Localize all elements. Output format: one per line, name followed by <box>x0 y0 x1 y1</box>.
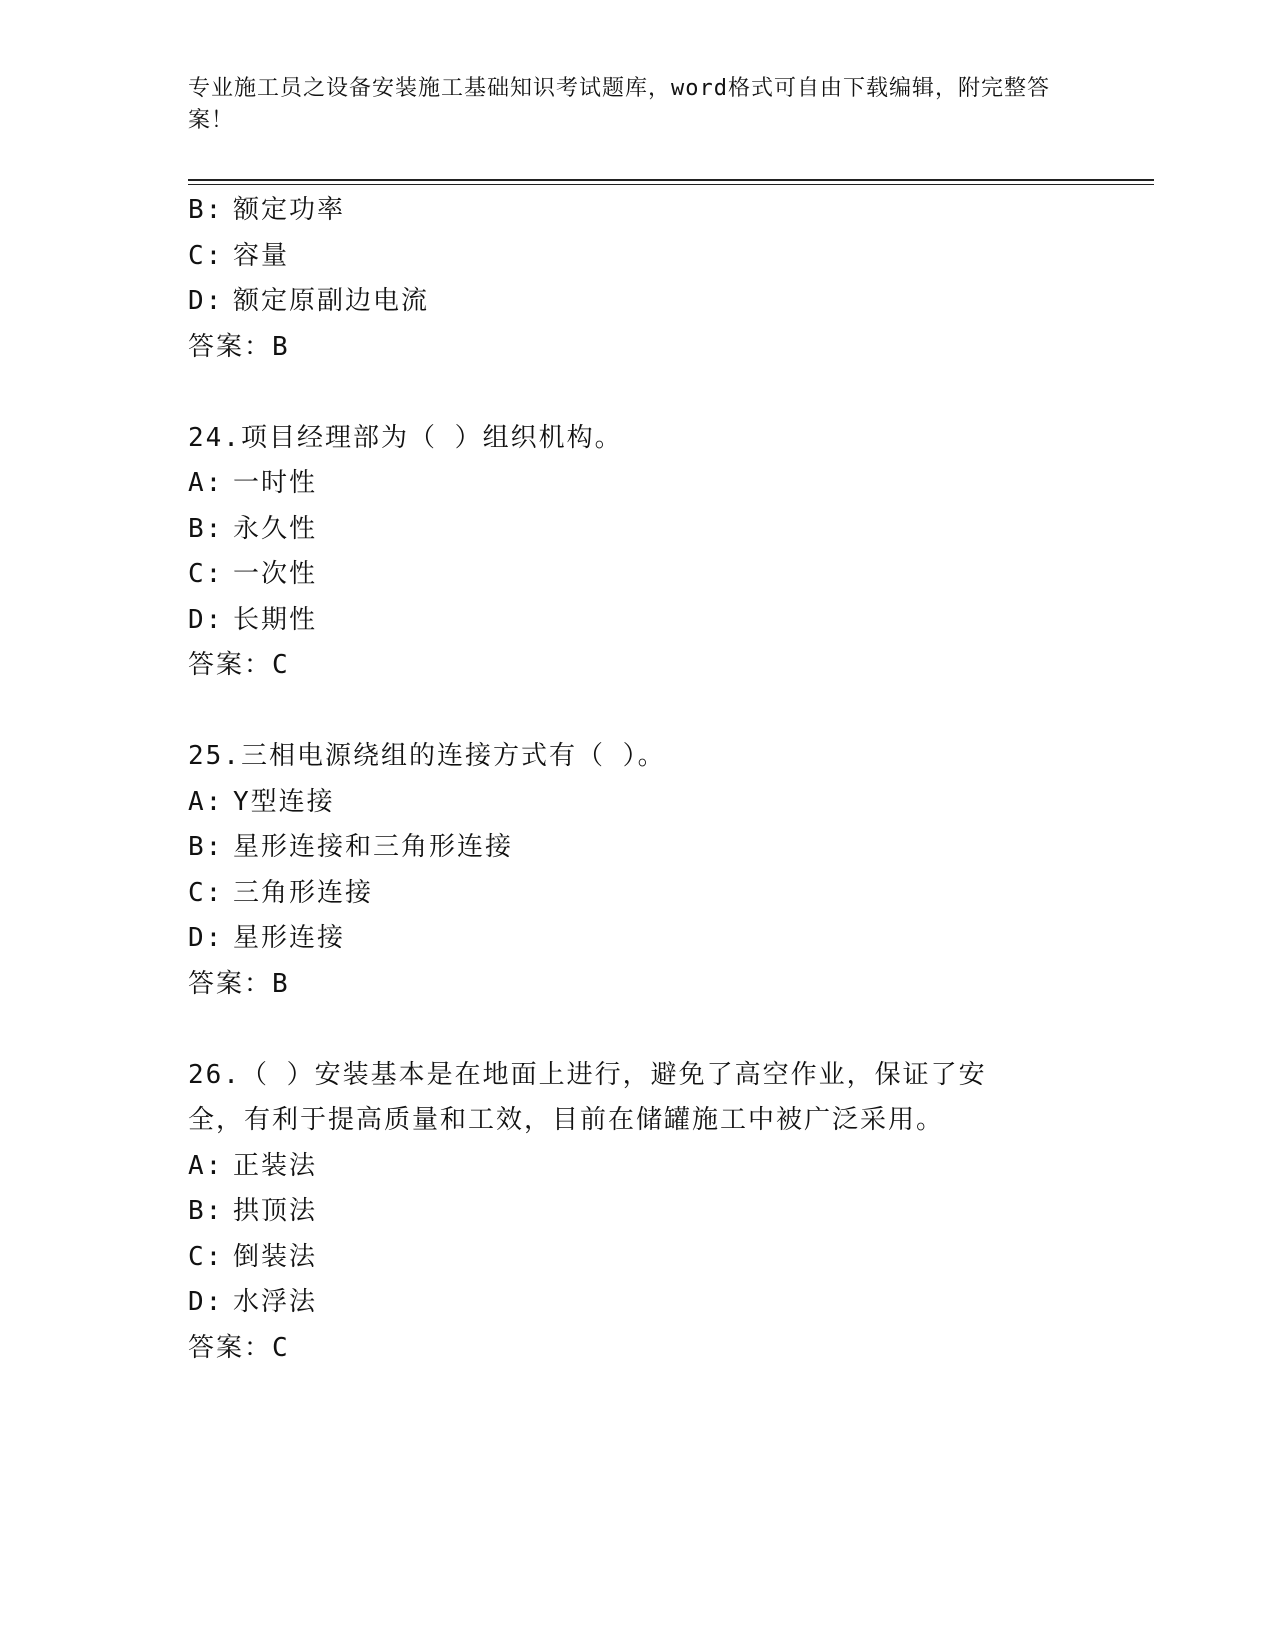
answer-line: 答案：B <box>188 331 290 362</box>
option-text: 容量 <box>233 240 290 271</box>
option-text: 倒装法 <box>233 1241 318 1272</box>
option-label: B: <box>188 513 224 544</box>
option-text: 长期性 <box>233 604 318 635</box>
spacer <box>188 370 1088 416</box>
question-block <box>188 1053 1088 1372</box>
option-text: 额定原副边电流 <box>233 286 430 316</box>
option-line <box>188 1189 1088 1235</box>
option-label: D: <box>188 604 224 635</box>
question-stem: 26.（ ）安装基本是在地面上进行，避免了高空作业，保证了安全，有利于提高质量和工效，目前在储罐施工中被广泛采用。 <box>188 1059 987 1135</box>
option-text: 额定功率 <box>233 195 346 225</box>
question-block-partial <box>188 188 1088 370</box>
option-label: B: <box>188 195 224 225</box>
option-line <box>188 461 1088 507</box>
option-line <box>188 188 1088 234</box>
option-text: 水浮法 <box>233 1287 318 1317</box>
option-text: 永久性 <box>233 513 318 544</box>
option-line <box>188 1144 1088 1190</box>
option-text: 拱顶法 <box>233 1196 318 1226</box>
option-line <box>188 234 1088 280</box>
option-line <box>188 871 1088 917</box>
header-rule-thin <box>188 184 1154 185</box>
option-label: C: <box>188 877 224 908</box>
option-line <box>188 780 1088 826</box>
option-label: D: <box>188 1287 224 1317</box>
option-line <box>188 916 1088 962</box>
answer-line: 答案：C <box>188 650 290 680</box>
question-stem: 24.项目经理部为（ ）组织机构。 <box>188 422 623 453</box>
option-text: 星形连接和三角形连接 <box>233 832 514 862</box>
option-label: C: <box>188 559 224 589</box>
option-text: 正装法 <box>233 1150 318 1181</box>
option-text: 三角形连接 <box>233 877 374 908</box>
option-line <box>188 1280 1088 1326</box>
option-label: D: <box>188 923 224 953</box>
option-line <box>188 825 1088 871</box>
option-text: 星形连接 <box>233 923 346 953</box>
option-text: 一时性 <box>233 468 318 498</box>
option-line <box>188 1235 1088 1281</box>
option-text: Y型连接 <box>233 786 335 817</box>
option-line <box>188 279 1088 325</box>
option-label: B: <box>188 1196 224 1226</box>
header-rule-thick <box>188 179 1154 181</box>
question-block <box>188 416 1088 689</box>
question-list <box>188 188 1088 1371</box>
option-label: C: <box>188 240 224 271</box>
answer-line: 答案：B <box>188 968 290 999</box>
answer-line: 答案：C <box>188 1332 290 1363</box>
question-block <box>188 734 1088 1007</box>
spacer <box>188 1007 1088 1053</box>
option-label: C: <box>188 1241 224 1272</box>
option-line <box>188 552 1088 598</box>
question-stem: 25.三相电源绕组的连接方式有（ ）。 <box>188 741 666 771</box>
option-line <box>188 507 1088 553</box>
spacer <box>188 689 1088 735</box>
option-label: D: <box>188 286 224 316</box>
option-line <box>188 598 1088 644</box>
option-text: 一次性 <box>233 559 318 589</box>
option-label: A: <box>188 468 224 498</box>
option-label: B: <box>188 832 224 862</box>
document-header: 专业施工员之设备安装施工基础知识考试题库，word格式可自由下载编辑，附完整答案！ <box>188 76 1050 133</box>
option-label: A: <box>188 1150 224 1181</box>
option-label: A: <box>188 786 224 817</box>
